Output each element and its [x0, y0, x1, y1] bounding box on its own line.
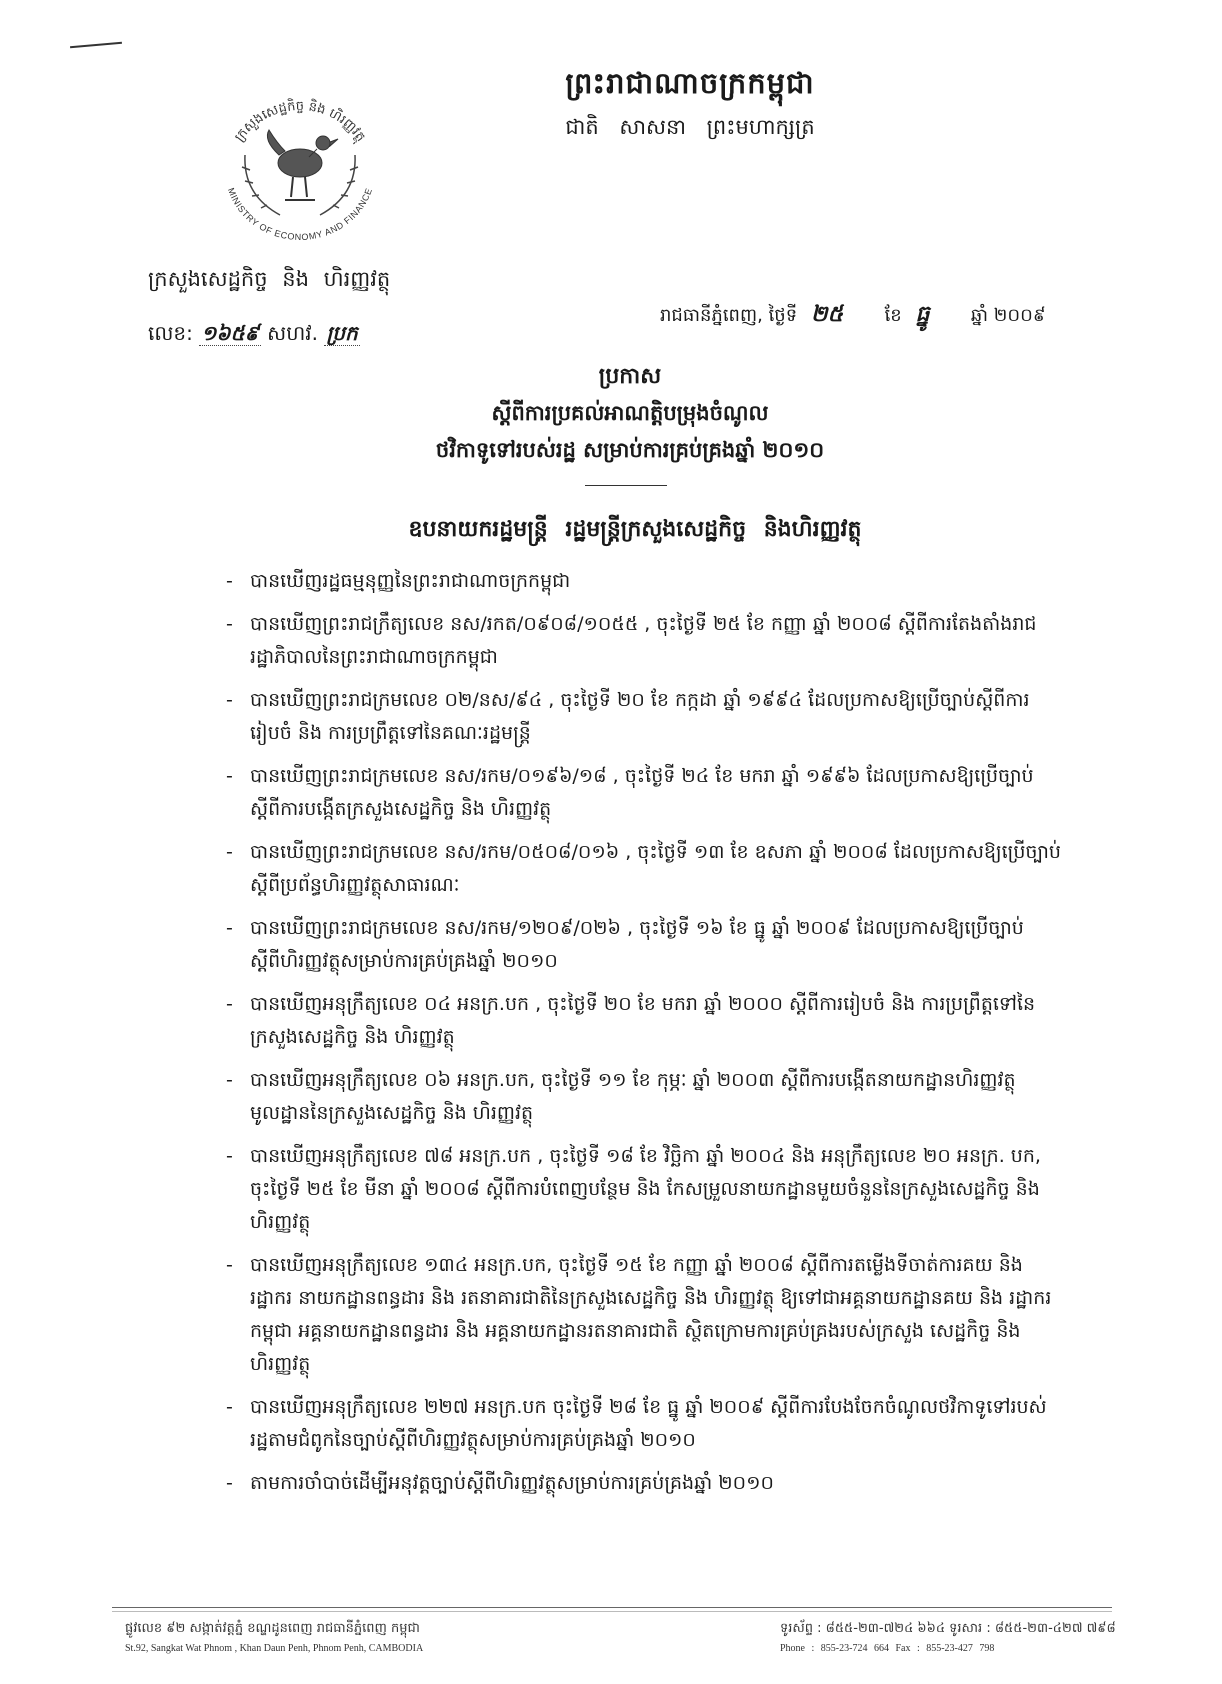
title-divider [585, 485, 667, 486]
list-item: - បានឃើញព្រះរាជក្រមលេខ ០២/នស/៩៤ , ចុះថ្ងៃទី ២០ ខែ កក្កដា ឆ្នាំ ១៩៩៤ ដែលប្រកាសឱ្យប្រើច្បាប់ស្តីពីការរៀបចំ និង ការប្រព្រឹត្តទៅនៃគណៈរដ្ឋមន្ត្រី [226, 684, 1061, 750]
list-item: - បានឃើញអនុក្រឹត្យលេខ ២២៧ អនក្រ.បក ចុះថ្ងៃទី ២៨ ខែ ធ្នូ ឆ្នាំ ២០០៩ ស្តីពីការបែងចែកចំណូលថវិកាទូទៅរបស់រដ្ឋតាមជំពូកនៃច្បាប់ស្តីពីហិរញ្ញវត្ថុសម្រាប់ការគ្រប់គ្រងឆ្នាំ ២០១០ [226, 1391, 1061, 1457]
list-item: - តាមការចាំបាច់ដើម្បីអនុវត្តច្បាប់ស្តីពីហិរញ្ញវត្ថុសម្រាប់ការគ្រប់គ្រងឆ្នាំ ២០១០ [226, 1467, 1061, 1500]
footer-contact [780, 1620, 1116, 1654]
list-item: - បានឃើញព្រះរាជក្រឹត្យលេខ នស/រកត/០៩០៨/១០៥៥ , ចុះថ្ងៃទី ២៥ ខែ កញ្ញា ឆ្នាំ ២០០៨ ស្តីពីការតែងតាំងរាជរដ្ឋាភិបាលនៃព្រះរាជាណាចក្រកម្ពុជា [226, 608, 1061, 674]
seal-text-top: ក្រសួងសេដ្ឋកិច្ច និង ហិរញ្ញវត្ថុ [232, 98, 369, 145]
list-item: - បានឃើញរដ្ឋធម្មនុញ្ញនៃព្រះរាជាណាចក្រកម្ពុជា [226, 565, 1061, 598]
bird-icon [267, 130, 338, 200]
date-line [660, 300, 1046, 332]
seal-text-bottom: MINISTRY OF ECONOMY AND FINANCE [225, 186, 375, 243]
address-english: St.92, Sangkat Wat Phnom , Khan Daun Penh, Phnom Penh, CAMBODIA [125, 1643, 424, 1654]
list-item: - បានឃើញអនុក្រឹត្យលេខ ៧៨ អនក្រ.បក , ចុះថ្ងៃទី ១៨ ខែ វិច្ឆិកា ឆ្នាំ ២០០៤ និង អនុក្រឹត្យលេខ ២០ អនក្រ. បក, ចុះថ្ងៃទី ២៥ ខែ មីនា ឆ្នាំ ២០០៨ ស្តីពីការបំពេញបន្ថែម និង កែសម្រួលនាយកដ្ឋានមួយចំនួននៃក្រសួងសេដ្ឋកិច្ច និង ហិរញ្ញវត្ថុ [226, 1140, 1061, 1239]
document-type: ប្រកាស [598, 364, 662, 389]
ministry-seal [205, 85, 395, 245]
references-list [226, 565, 1061, 1510]
national-motto: ជាតិ សាសនា ព្រះមហាក្សត្រ [565, 115, 815, 139]
title-line-2: ថវិកាទូទៅរបស់រដ្ឋ សម្រាប់ការគ្រប់គ្រងឆ្នាំ ២០១០ [435, 438, 825, 462]
reference-number [148, 320, 360, 350]
svg-text:ក្រសួងសេដ្ឋកិច្ច និង ហិរញ្ញវត្ [232, 97, 368, 146]
ref-suffix: សហវ. [267, 321, 318, 345]
ref-number: ១៦៥៩ [201, 321, 259, 345]
list-item: - បានឃើញអនុក្រឹត្យលេខ ០៤ អនក្រ.បក , ចុះថ្ងៃទី ២០ ខែ មករា ឆ្នាំ ២០០០ ស្តីពីការរៀបចំ និង ការប្រព្រឹត្តទៅនៃក្រសួងសេដ្ឋកិច្ច និង ហិរញ្ញវត្ថុ [226, 988, 1061, 1054]
list-item: - បានឃើញព្រះរាជក្រមលេខ នស/រកម/០៥០៨/០១៦ , ចុះថ្ងៃទី ១៣ ខែ ឧសភា ឆ្នាំ ២០០៨ ដែលប្រកាសឱ្យប្រើច្បាប់ស្តីពីប្រព័ន្ធហិរញ្ញវត្ថុសាធារណៈ [226, 836, 1061, 902]
address-khmer: ផ្លូវលេខ ៩២ សង្កាត់វត្តភ្នំ ខណ្ឌដូនពេញ រាជធានីភ្នំពេញ កម្ពុជា [125, 1621, 420, 1636]
pen-mark [70, 42, 122, 49]
kingdom-title: ព្រះរាជាណាចក្រកម្ពុជា [565, 66, 815, 100]
svg-text:MINISTRY OF ECONOMY AND FINANC [226, 186, 374, 242]
ministry-name: ក្រសួងសេដ្ឋកិច្ច និង ហិរញ្ញវត្ថុ [148, 267, 391, 291]
date-day: ២៥ [810, 302, 844, 327]
list-item: - បានឃើញព្រះរាជក្រមលេខ នស/រកម/០១៩៦/១៨ , ចុះថ្ងៃទី ២៤ ខែ មករា ឆ្នាំ ១៩៩៦ ដែលប្រកាសឱ្យប្រើច្បាប់ស្តីពីការបង្កើតក្រសួងសេដ្ឋកិច្ច និង ហិរញ្ញវត្ថុ [226, 760, 1061, 826]
contact-english: Phone : 855-23-724 664 Fax : 855-23-427 798 [780, 1643, 995, 1654]
date-month-label: ខែ [884, 305, 902, 326]
document-title [350, 362, 910, 468]
footer-divider-secondary [112, 1611, 1112, 1612]
date-month: ធ្នូ [915, 302, 930, 327]
date-place: រាជធានីភ្នំពេញ, ថ្ងៃទី [660, 305, 798, 326]
footer-address [125, 1620, 423, 1654]
list-item: - បានឃើញព្រះរាជក្រមលេខ នស/រកម/១២០៩/០២៦ , ចុះថ្ងៃទី ១៦ ខែ ធ្នូ ឆ្នាំ ២០០៩ ដែលប្រកាសឱ្យប្រើច្បាប់ស្តីពីហិរញ្ញវត្ថុសម្រាប់ការគ្រប់គ្រងឆ្នាំ ២០១០ [226, 912, 1061, 978]
ref-code: ប្រក [326, 321, 358, 345]
contact-khmer: ទូរស័ព្ទ : ៨៥៥-២៣-៧២៤ ៦៦៤ ទូរសារ : ៨៥៥-២៣-៤២៧ ៧៩៨ [780, 1621, 1116, 1636]
list-item: - បានឃើញអនុក្រឹត្យលេខ ០៦ អនក្រ.បក, ចុះថ្ងៃទី ១១ ខែ កុម្ភៈ ឆ្នាំ ២០០៣ ស្តីពីការបង្កើតនាយកដ្ឋានហិរញ្ញវត្ថុមូលដ្ឋាននៃក្រសួងសេដ្ឋកិច្ច និង ហិរញ្ញវត្ថុ [226, 1064, 1061, 1130]
kingdom-header [470, 66, 910, 145]
footer-divider [112, 1607, 1112, 1608]
issuer-title: ឧបនាយករដ្ឋមន្ត្រី រដ្ឋមន្ត្រីក្រសួងសេដ្ឋកិច្ច និងហិរញ្ញវត្ថុ [408, 517, 862, 542]
date-year: ឆ្នាំ ២០០៩ [970, 305, 1046, 326]
title-line-1: ស្តីពីការប្រគល់អាណត្តិបម្រុងចំណូល [491, 401, 769, 425]
list-item: - បានឃើញអនុក្រឹត្យលេខ ១៣៤ អនក្រ.បក, ចុះថ្ងៃទី ១៥ ខែ កញ្ញា ឆ្នាំ ២០០៨ ស្តីពីការតម្លើងទីចាត់ការគយ និង រដ្ឋាករ នាយកដ្ឋានពន្ធដារ និង រតនាគារជាតិនៃក្រសួងសេដ្ឋកិច្ច និង ហិរញ្ញវត្ថុ ឱ្យទៅជាអគ្គនាយកដ្ឋានគយ និង រដ្ឋាករកម្ពុជា អគ្គនាយកដ្ឋានពន្ធដារ និង អគ្គនាយកដ្ឋានរតនាគារជាតិ ស្ថិតក្រោមការគ្រប់គ្រងរបស់ក្រសួង សេដ្ឋកិច្ច និង ហិរញ្ញវត្ថុ [226, 1249, 1061, 1381]
ref-prefix: លេខ: [148, 321, 193, 345]
